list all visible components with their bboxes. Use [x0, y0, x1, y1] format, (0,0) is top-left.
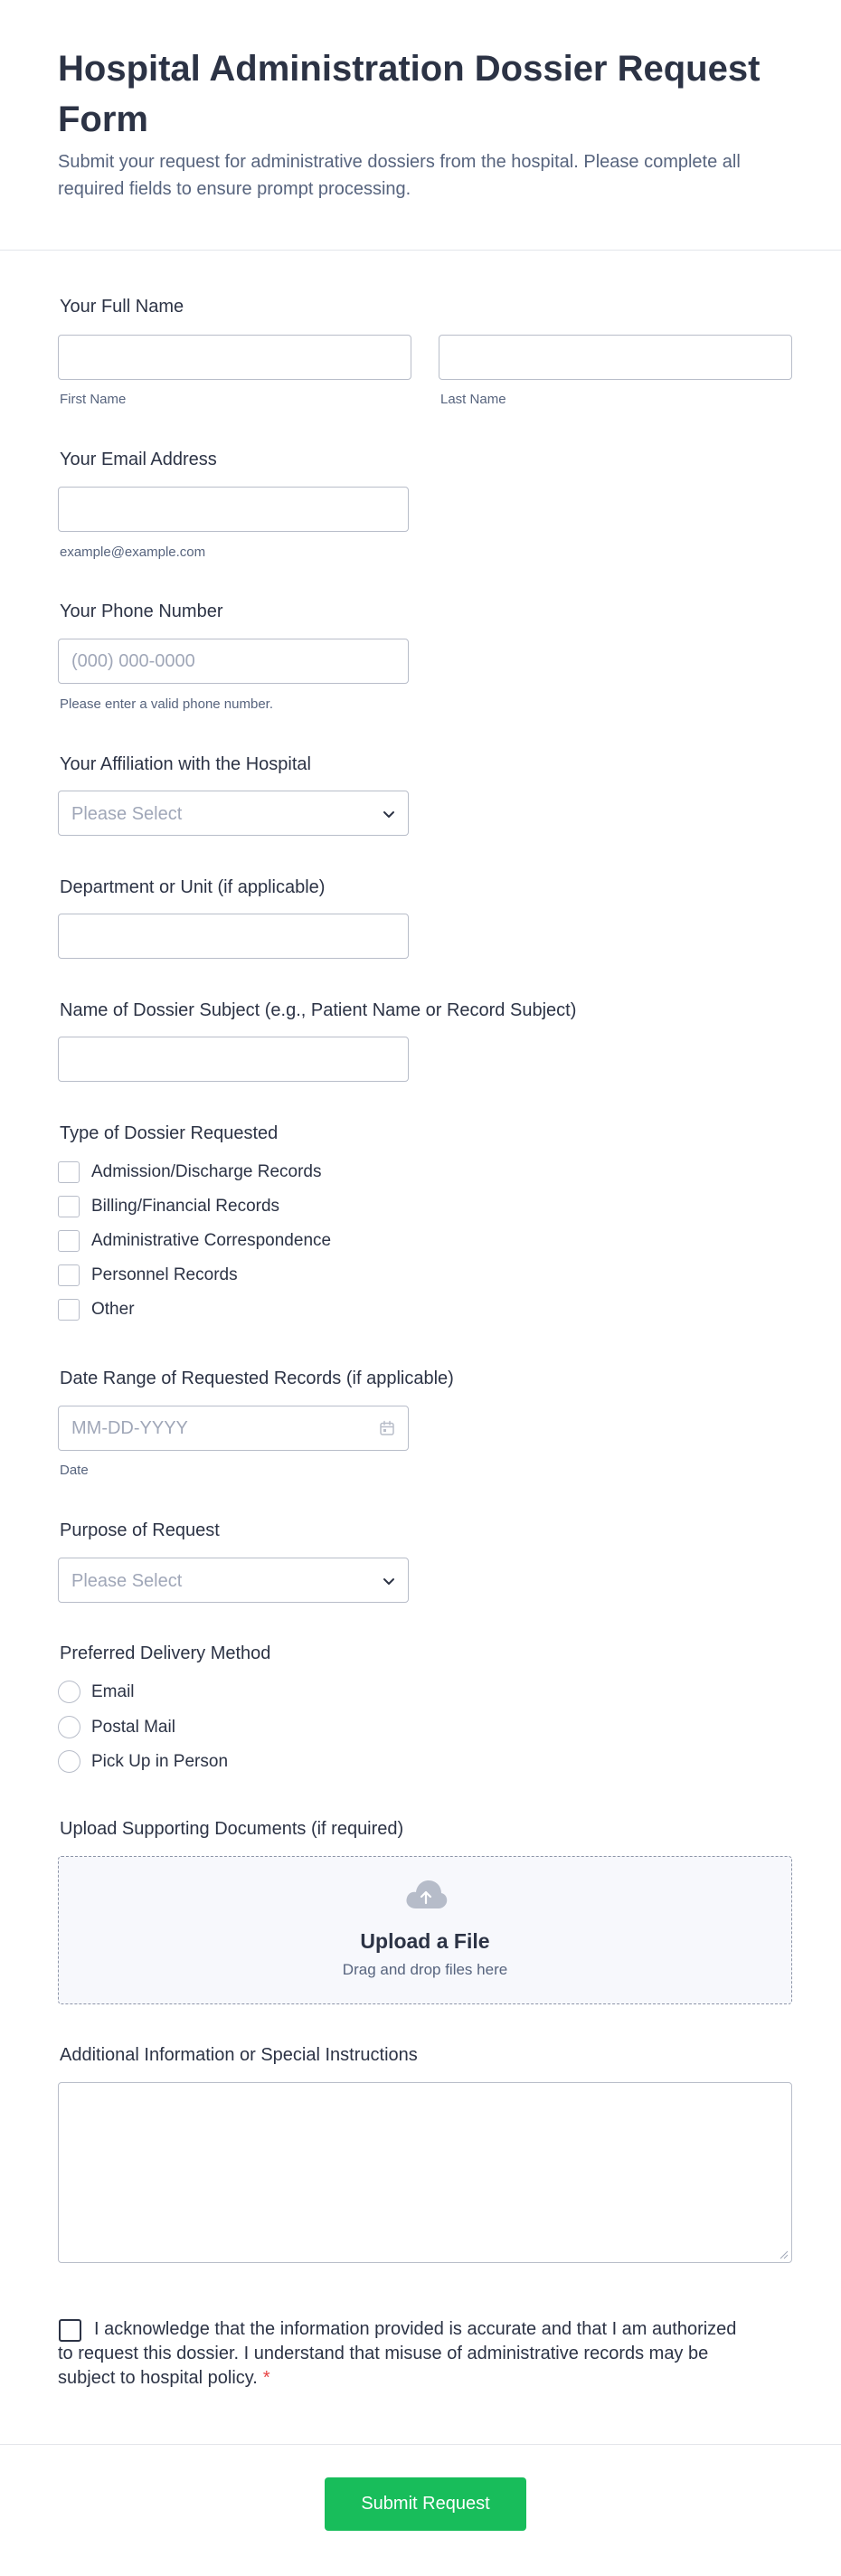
chevron-down-icon — [381, 1573, 397, 1589]
subject-label: Name of Dossier Subject (e.g., Patient Name or Record Subject) — [60, 1000, 577, 1020]
upload-title: Upload a File — [360, 1929, 490, 1953]
dossier-option-label: Admission/Discharge Records — [91, 1162, 322, 1181]
department-label: Department or Unit (if applicable) — [60, 877, 326, 897]
first-name-sublabel: First Name — [60, 392, 127, 407]
page-subtitle: Submit your request for administrative dossiers from the hospital. Please complete all required fields to ensure prompt processing. — [58, 152, 741, 199]
dossier-option-label: Personnel Records — [91, 1265, 238, 1284]
checkbox[interactable] — [58, 1161, 80, 1183]
file-upload-dropzone[interactable] — [58, 1856, 792, 2004]
last-name-sublabel: Last Name — [440, 392, 506, 407]
upload-subtitle: Drag and drop files here — [342, 1961, 508, 1978]
checkbox[interactable] — [58, 1196, 80, 1217]
delivery-option-label: Email — [91, 1682, 135, 1701]
additional-info-textarea[interactable] — [58, 2082, 792, 2263]
department-input[interactable] — [58, 914, 409, 959]
purpose-select[interactable] — [58, 1558, 409, 1603]
last-name-input[interactable] — [439, 335, 792, 380]
email-input[interactable] — [58, 487, 409, 532]
purpose-label: Purpose of Request — [60, 1520, 220, 1540]
dossier-option-label: Other — [91, 1300, 135, 1319]
resize-grip-icon[interactable] — [778, 2249, 789, 2259]
date-sublabel: Date — [60, 1463, 89, 1478]
chevron-down-icon — [381, 806, 397, 822]
submit-button[interactable]: Submit Request — [325, 2477, 526, 2531]
required-asterisk: * — [262, 2368, 270, 2388]
checkbox[interactable] — [58, 1299, 80, 1321]
affiliation-select[interactable] — [58, 791, 409, 836]
dossier-option-label: Billing/Financial Records — [91, 1197, 280, 1216]
first-name-input[interactable] — [58, 335, 411, 380]
purpose-select-value: Please Select — [71, 1571, 183, 1591]
radio-button[interactable] — [58, 1681, 80, 1703]
footer-divider — [0, 2444, 841, 2445]
checkbox[interactable] — [58, 1264, 80, 1286]
phone-input[interactable] — [58, 639, 409, 684]
calendar-icon[interactable] — [379, 1420, 395, 1436]
email-sublabel: example@example.com — [60, 545, 206, 560]
delivery-label: Preferred Delivery Method — [60, 1643, 271, 1663]
date-input[interactable] — [58, 1406, 409, 1451]
cloud-upload-icon — [404, 1879, 448, 1911]
affiliation-select-value: Please Select — [71, 804, 183, 824]
form-header — [0, 0, 841, 251]
phone-sublabel: Please enter a valid phone number. — [60, 696, 273, 712]
checkbox[interactable] — [58, 1230, 80, 1252]
affiliation-label: Your Affiliation with the Hospital — [60, 754, 311, 774]
delivery-option-label: Pick Up in Person — [91, 1752, 229, 1771]
acknowledge-text: I acknowledge that the information provided is accurate and that I am authorized to request this dossier. I understand that misuse of administrative records may be subject to hospital policy. — [58, 2319, 737, 2388]
delivery-option-label: Postal Mail — [91, 1718, 175, 1737]
radio-button[interactable] — [58, 1750, 80, 1773]
date-range-label: Date Range of Requested Records (if applicable) — [60, 1368, 454, 1388]
dossier-option-label: Administrative Correspondence — [91, 1231, 332, 1250]
full-name-label: Your Full Name — [60, 297, 184, 317]
additional-info-label: Additional Information or Special Instructions — [60, 2045, 418, 2065]
upload-label: Upload Supporting Documents (if required) — [60, 1819, 404, 1839]
email-label: Your Email Address — [60, 450, 217, 469]
page-title: Hospital Administration Dossier Request Form — [58, 49, 761, 139]
radio-button[interactable] — [58, 1716, 80, 1738]
acknowledge-label[interactable] — [58, 2317, 745, 2391]
dossier-type-label: Type of Dossier Requested — [60, 1123, 279, 1143]
subject-input[interactable] — [58, 1037, 409, 1082]
phone-label: Your Phone Number — [60, 601, 223, 621]
